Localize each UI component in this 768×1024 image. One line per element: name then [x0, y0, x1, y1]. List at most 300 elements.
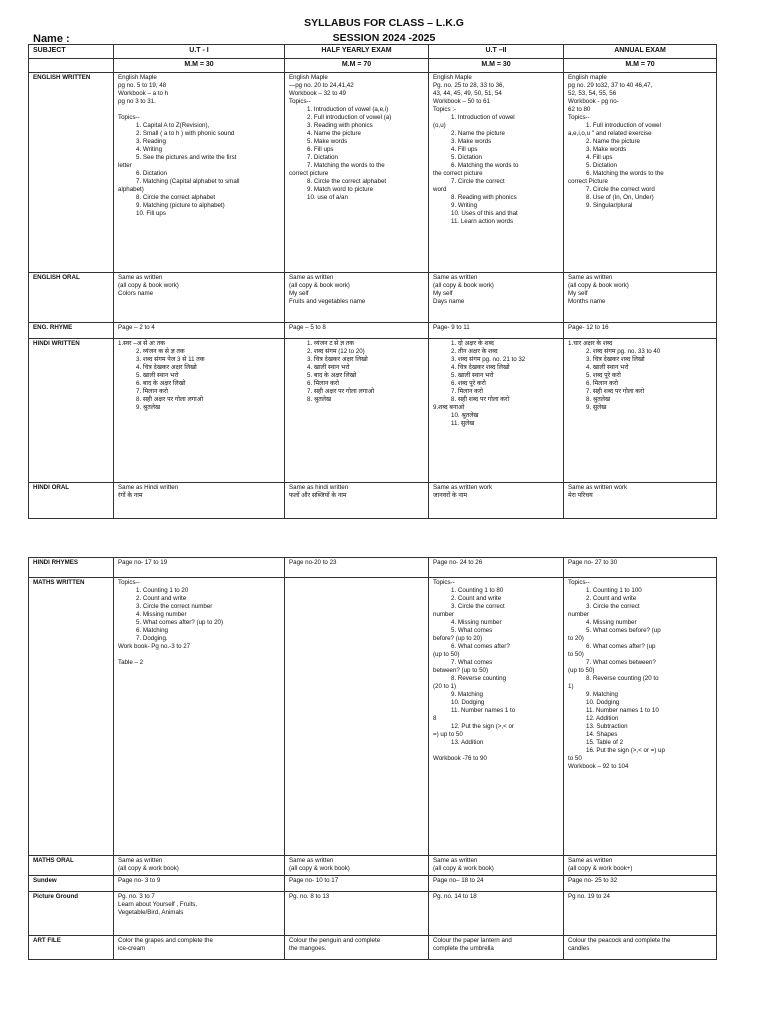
cell-line: 6. Matching [136, 627, 168, 634]
cell-line: 1. Counting 1 to 20 [136, 587, 189, 594]
syllabus-cell [429, 483, 564, 519]
cell-line: 14. Shapes [586, 731, 618, 738]
syllabus-cell [564, 73, 717, 273]
table-row-picture-ground [29, 892, 717, 936]
cell-line: Page – 2 to 4 [118, 324, 155, 331]
syllabus-cell [285, 936, 429, 960]
cell-line: 4. Missing number [136, 611, 187, 618]
syllabus-cell [114, 936, 285, 960]
column-header-annual: ANNUAL EXAM [564, 45, 717, 59]
cell-line: Colour the paper lantern and [433, 937, 512, 944]
cell-line: (all copy & book work) [289, 282, 350, 289]
cell-line: 6. Dictation [136, 170, 167, 177]
cell-line: Page no- 3 to 9 [118, 877, 161, 884]
cell-line: 12. Addition [586, 715, 619, 722]
cell-line: 8. Reverse counting [451, 675, 507, 682]
cell-line: to 50) [568, 651, 584, 658]
cell-line: 10. Fill ups [136, 210, 166, 217]
cell-line: 5. बाद के अक्षर लिखो [307, 372, 357, 379]
cell-line: 2. शब्द संगम (12 to 20) [307, 348, 365, 355]
cell-line: Color the grapes and complete the [118, 937, 213, 944]
cell-line: 4. Missing number [451, 619, 502, 626]
cell-line: जानवरों के नाम [433, 492, 468, 499]
cell-line: 7. Circle the correct [451, 178, 505, 185]
cell-line: My self [433, 290, 453, 297]
cell-line: 1) [568, 683, 574, 690]
cell-line: Pg. no. 25 to 28, 33 to 36, [433, 82, 505, 89]
cell-line: 6. मिलान करो [307, 380, 340, 387]
cell-line: Topics-- [433, 579, 455, 586]
cell-line: मेरा परिचय [568, 492, 593, 499]
syllabus-cell [564, 339, 717, 483]
cell-line: to 50 [568, 755, 582, 762]
cell-line: Months name [568, 298, 606, 305]
table-row-art-file [29, 936, 717, 960]
table-row-sundew [29, 876, 717, 892]
cell-line: 5. Make words [307, 138, 348, 145]
cell-line: 7. Circle the correct word [586, 186, 655, 193]
cell-line: word [433, 186, 447, 193]
cell-line: correct Picture [568, 178, 608, 185]
marks-ut1: M.M = 30 [114, 59, 285, 73]
cell-line: 3. Reading [136, 138, 166, 145]
syllabus-cell [429, 578, 564, 856]
cell-line: (up to 50) [433, 651, 460, 658]
cell-line: 6. What comes after? (up [586, 643, 656, 650]
syllabus-cell [429, 892, 564, 936]
cell-line: 7. Matching (Capital alphabet to small [136, 178, 240, 185]
table-row-eng-rhyme [29, 323, 717, 339]
cell-line: Work book- Pg no.-3 to 27 [118, 643, 191, 650]
cell-line: Pg. no. 3 to 7 [118, 893, 155, 900]
cell-line: ice-cream [118, 945, 146, 952]
syllabus-cell [429, 73, 564, 273]
subject-cell: ENGLISH ORAL [29, 273, 114, 323]
syllabus-cell [285, 483, 429, 519]
cell-line: 3. Reading with phonics [307, 122, 373, 129]
cell-line: 9. Matching (picture to alphabet) [136, 202, 225, 209]
cell-line: Learn about Yourself , Fruits, [118, 901, 198, 908]
cell-line: 1. Introduction of vowel [451, 114, 515, 121]
syllabus-cell [564, 936, 717, 960]
cell-line: alphabet) [118, 186, 144, 193]
cell-line: 12. Put the sign (>,< or [451, 723, 514, 730]
cell-line: 8. Circle the correct alphabet [136, 194, 216, 201]
cell-line: 8. श्रुतलेख [586, 396, 611, 403]
marks-ut2: M.M = 30 [429, 59, 564, 73]
cell-line: Same as written [118, 274, 163, 281]
cell-line: 5. खाली स्थान भरो [136, 372, 179, 379]
cell-line: Workbook – a to h [118, 90, 169, 97]
cell-line: Colour the peacock and complete the [568, 937, 671, 944]
cell-line: 4. Writing [136, 146, 163, 153]
cell-line: Topics-- [568, 114, 590, 121]
cell-line: Same as written [568, 857, 613, 864]
cell-line: फलों और सब्जियों के नाम [289, 492, 347, 499]
syllabus-cell [429, 856, 564, 876]
cell-line: 8. श्रुतलेख [307, 396, 332, 403]
cell-line: 3. Circle the correct number [136, 603, 213, 610]
cell-line: 1.चार अक्षर के शब्द [568, 340, 613, 347]
cell-line: Workbook – 50 to 61 [433, 98, 490, 105]
cell-line: रंगों के नाम [118, 492, 143, 499]
cell-line: 2. Name the picture [586, 138, 640, 145]
cell-line: 8. Reading with phonics [451, 194, 517, 201]
syllabus-cell [564, 558, 717, 578]
cell-line: (o,u) [433, 122, 446, 129]
cell-line: 2. Full introduction of vowel (a) [307, 114, 392, 121]
syllabus-cell [114, 483, 285, 519]
syllabus-cell [564, 892, 717, 936]
cell-line: 7. मिलान करो [136, 388, 169, 395]
syllabus-cell [285, 892, 429, 936]
cell-line: 1. व्यंजन ट से ज्ञ तक [307, 340, 355, 347]
cell-line: 6. Fill ups [307, 146, 334, 153]
cell-line: 3. Make words [451, 138, 492, 145]
cell-line: 2. तीन अक्षर के शब्द [451, 348, 498, 355]
table-row-hindi-written [29, 339, 717, 483]
syllabus-cell [429, 323, 564, 339]
syllabus-cell [114, 892, 285, 936]
cell-line: 8. Reverse counting (20 to [586, 675, 659, 682]
cell-line: 9. श्रुतलेख [136, 404, 161, 411]
cell-line [433, 747, 559, 755]
cell-line: 1. Counting 1 to 100 [586, 587, 642, 594]
cell-line: (all copy & work book) [433, 865, 494, 872]
cell-line: Same as written [568, 274, 613, 281]
cell-line: Same as hindi written [289, 484, 349, 491]
cell-line: Topics :- [433, 106, 457, 113]
subject-header: SUBJECT [29, 45, 114, 59]
cell-line: 1. Counting 1 to 80 [451, 587, 504, 594]
cell-line: 1.स्वर –अ से अः तक [118, 340, 166, 347]
cell-line: Page no- 25 to 32 [568, 877, 618, 884]
cell-line: Days name [433, 298, 465, 305]
table-row-english-written [29, 73, 717, 273]
cell-line: 6. What comes after? [451, 643, 510, 650]
subject-cell: ENG. RHYME [29, 323, 114, 339]
cell-line: 9. Matching [586, 691, 618, 698]
syllabus-cell [429, 339, 564, 483]
cell-line: Page no- 24 to 26 [433, 559, 483, 566]
table-row-hindi-oral [29, 483, 717, 519]
cell-line: Same as written [289, 857, 334, 864]
document-title: SYLLABUS FOR CLASS – L.K.G [304, 17, 464, 29]
cell-line: 6. मिलान करो [586, 380, 619, 387]
table-row-hindi-rhymes [29, 558, 717, 578]
subject-cell: MATHS WRITTEN [29, 578, 114, 856]
cell-line: 1. Introduction of vowel (a,e,i) [307, 106, 389, 113]
cell-line: Same as Hindi written [118, 484, 179, 491]
cell-line: a,e,i,o,u '' and related exercise [568, 130, 652, 137]
cell-line: Colour the penguin and complete [289, 937, 381, 944]
cell-line: 7. सही अक्षर पर गोला लगाओ [307, 388, 375, 395]
syllabus-cell [285, 273, 429, 323]
cell-line: 2. Count and write [451, 595, 502, 602]
marks-half-yearly: M.M = 70 [285, 59, 429, 73]
subject-cell: HINDI RHYMES [29, 558, 114, 578]
cell-line: (all copy & book work) [118, 282, 179, 289]
syllabus-cell [114, 876, 285, 892]
cell-line: —pg no. 20 to 24,41,42 [289, 82, 354, 89]
marks-annual: M.M = 70 [564, 59, 717, 73]
cell-line: 16. Put the sign (>,< or =) up [586, 747, 665, 754]
syllabus-cell [285, 73, 429, 273]
cell-line: 7. Dodging. [136, 635, 168, 642]
cell-line: 2. Count and write [136, 595, 187, 602]
cell-line: =) up to 50 [433, 731, 463, 738]
cell-line: 9.शब्द बनाओ [433, 404, 465, 411]
cell-line: Vegetable/Bird, Animals [118, 909, 184, 916]
cell-line: 10. श्रुतलेख [451, 412, 479, 419]
cell-line: to 20) [568, 635, 584, 642]
cell-line: Topics-- [568, 579, 590, 586]
cell-line: 7. What comes [451, 659, 493, 666]
cell-line: 9. Match word to picture [307, 186, 374, 193]
cell-line: 10. Dodging [586, 699, 620, 706]
cell-line: 4. Name the picture [307, 130, 361, 137]
cell-line: pg no. 5 to 19, 48 [118, 82, 167, 89]
cell-line: 1. Full introduction of vowel [586, 122, 661, 129]
cell-line: 5. What comes after? (up to 20) [136, 619, 224, 626]
cell-line: 2. शब्द संगम pg. no. 33 to 40 [586, 348, 661, 355]
cell-line: 6. Matching the words to the [586, 170, 664, 177]
cell-line: (all copy & book work) [433, 282, 494, 289]
cell-line: 3. Circle the correct [586, 603, 640, 610]
cell-line: (all copy & work book) [118, 865, 179, 872]
cell-line: Same as written work [568, 484, 628, 491]
cell-line: 5. What comes before? (up [586, 627, 661, 634]
syllabus-cell [429, 273, 564, 323]
cell-line: 4. चित्र देखकर अक्षर लिखो [136, 364, 197, 371]
cell-line: 3. चित्र देखकर अक्षर लिखो [307, 356, 368, 363]
cell-line: (all copy & work book) [289, 865, 350, 872]
subject-cell: Picture Ground [29, 892, 114, 936]
cell-line: 7. Dictation [307, 154, 338, 161]
cell-line: 11. Number names 1 to [451, 707, 516, 714]
cell-line: Same as written [289, 274, 334, 281]
cell-line: Colors name [118, 290, 154, 297]
subject-header-blank [29, 59, 114, 73]
cell-line: English Maple [433, 74, 472, 81]
cell-line: Fruits and vegetables name [289, 298, 366, 305]
syllabus-cell [564, 876, 717, 892]
cell-line: 8. Use of (In, On, Under) [586, 194, 654, 201]
cell-line: Same as written work [433, 484, 493, 491]
cell-line: 7. मिलान करो [451, 388, 484, 395]
cell-line: pg no. 29 to32, 37 to 40 46,47, [568, 82, 653, 89]
syllabus-cell [564, 323, 717, 339]
cell-line: Table – 2 [118, 659, 144, 666]
cell-line: Page- 12 to 16 [568, 324, 609, 331]
syllabus-cell [114, 339, 285, 483]
cell-line: My self [568, 290, 588, 297]
subject-cell: HINDI ORAL [29, 483, 114, 519]
name-label: Name : [33, 33, 70, 45]
syllabus-cell [114, 578, 285, 856]
cell-line: 10. Uses of this and that [451, 210, 518, 217]
column-header-ut2: U.T –II [429, 45, 564, 59]
syllabus-table-2 [28, 557, 717, 960]
cell-line: 2. Count and write [586, 595, 637, 602]
cell-line: 5. What comes [451, 627, 493, 634]
cell-line: 8. Circle the correct alphabet [307, 178, 387, 185]
column-header-half-yearly: HALF YEARLY EXAM [285, 45, 429, 59]
cell-line: 8. सही अक्षर पर गोला लगाओ [136, 396, 204, 403]
cell-line: pg no 3 to 31. [118, 98, 156, 105]
cell-line: (all copy & book work) [568, 282, 629, 289]
cell-line: Topics-- [118, 114, 140, 121]
cell-line: English maple [568, 74, 607, 81]
syllabus-cell [429, 876, 564, 892]
cell-line: complete the umbrella [433, 945, 494, 952]
cell-line: 3. शब्द संगम पेज 3 से 11 तक [136, 356, 205, 363]
cell-line: 5. Dictation [451, 154, 482, 161]
cell-line: between? (up to 50) [433, 667, 489, 674]
cell-line: the correct picture [433, 170, 483, 177]
cell-line: (20 to 1) [433, 683, 457, 690]
cell-line: 15. Table of 2 [586, 739, 624, 746]
cell-line: 5. Dictation [586, 162, 617, 169]
cell-line: Page- 9 to 11 [433, 324, 470, 331]
cell-line: 4. Missing number [586, 619, 637, 626]
cell-line: 3. Circle the correct [451, 603, 505, 610]
cell-line: 1. Capital A to Z(Revision), [136, 122, 210, 129]
cell-line [118, 651, 280, 659]
cell-line: 7. सही शब्द पर गोला करो [586, 388, 645, 395]
cell-line: Topics-- [289, 98, 311, 105]
column-header-ut1: U.T - I [114, 45, 285, 59]
cell-line: Workbook - pg no- [568, 98, 619, 105]
cell-line: 13. Addition [451, 739, 484, 746]
cell-line: Page no– 18 to 24 [433, 877, 484, 884]
cell-line: Page no-20 to 23 [289, 559, 337, 566]
cell-line: 5. खाली स्थान भरो [451, 372, 494, 379]
cell-line: 2. Name the picture [451, 130, 505, 137]
cell-line: candles [568, 945, 590, 952]
cell-line: Same as written [118, 857, 163, 864]
cell-line: English Maple [118, 74, 157, 81]
cell-line: before? (up to 20) [433, 635, 483, 642]
cell-line: 10. Dodging [451, 699, 485, 706]
syllabus-cell [285, 323, 429, 339]
subject-cell: ENGLISH WRITTEN [29, 73, 114, 273]
cell-line: 3. Make words [586, 146, 627, 153]
cell-line: 9. Singular/plural [586, 202, 633, 209]
cell-line: Workbook – 92 to 104 [568, 763, 629, 770]
cell-line: 1. दो अक्षर के शब्द [451, 340, 494, 347]
cell-line: the mangoes. [289, 945, 327, 952]
cell-line: 62 to 80 [568, 106, 591, 113]
cell-line: 8 [433, 715, 437, 722]
subject-cell: MATHS ORAL [29, 856, 114, 876]
cell-line: Topics-- [118, 579, 140, 586]
cell-line: 3. चित्र देखकर शब्द लिखो [586, 356, 645, 363]
cell-line: 8. सही शब्द पर गोला करो [451, 396, 510, 403]
cell-line: 4. चित्र देखकर शब्द लिखो [451, 364, 510, 371]
cell-line: number [568, 611, 589, 618]
cell-line: Page no- 17 to 19 [118, 559, 168, 566]
cell-line: 9. Matching [451, 691, 483, 698]
syllabus-cell [285, 578, 429, 856]
cell-line: (all copy & work book+) [568, 865, 633, 872]
cell-line: 6. बाद के अक्षर लिखो [136, 380, 186, 387]
cell-line [118, 106, 280, 114]
cell-line: 4. खाली स्थान भरो [586, 364, 629, 371]
cell-line: 52, 53, 54, 55, 56 [568, 90, 617, 97]
syllabus-cell [285, 558, 429, 578]
cell-line: 2. व्यंजन क से ज्ञ तक [136, 348, 185, 355]
subject-cell: HINDI WRITTEN [29, 339, 114, 483]
cell-line: 9. सुलेख [586, 404, 607, 411]
cell-line: Workbook – 32 to 49 [289, 90, 346, 97]
cell-line: Same as written [433, 857, 478, 864]
syllabus-cell [285, 876, 429, 892]
syllabus-cell [564, 273, 717, 323]
cell-line: Pg. no. 8 to 13 [289, 893, 330, 900]
cell-line: Page – 5 to 8 [289, 324, 326, 331]
cell-line: Workbook -76 to 90 [433, 755, 487, 762]
cell-line: English Maple [289, 74, 328, 81]
subject-cell: Sundew [29, 876, 114, 892]
cell-line: 4. खाली स्थान भरो [307, 364, 350, 371]
syllabus-cell [564, 483, 717, 519]
syllabus-cell [429, 936, 564, 960]
syllabus-table-1 [28, 44, 717, 519]
cell-line: 6. Matching the words to [451, 162, 519, 169]
cell-line: 13. Subtraction [586, 723, 628, 730]
syllabus-cell [114, 323, 285, 339]
cell-line: 7. What comes between? [586, 659, 656, 666]
table-row-maths-written [29, 578, 717, 856]
cell-line: 11. Number names 1 to 10 [586, 707, 659, 714]
syllabus-cell [114, 73, 285, 273]
cell-line: 4. Fill ups [586, 154, 613, 161]
syllabus-cell [114, 558, 285, 578]
syllabus-cell [285, 856, 429, 876]
subject-cell: ART FILE [29, 936, 114, 960]
cell-line: number [433, 611, 454, 618]
cell-line: 11. सुलेख [451, 420, 475, 427]
syllabus-cell [429, 558, 564, 578]
cell-line: letter [118, 162, 132, 169]
cell-line: My self [289, 290, 309, 297]
cell-line: 10. use of a/an [307, 194, 348, 201]
cell-line: 5. शब्द पूरे करो [586, 372, 621, 379]
cell-line: Pg. no. 14 to 18 [433, 893, 477, 900]
syllabus-cell [564, 578, 717, 856]
cell-line: 6. शब्द पूरे करो [451, 380, 486, 387]
cell-line: 7. Matching the words to the [307, 162, 385, 169]
cell-line: 2. Small ( a to h ) with phonic sound [136, 130, 235, 137]
cell-line: 11. Learn action words [451, 218, 514, 225]
cell-line: Page no- 27 to 30 [568, 559, 618, 566]
syllabus-cell [564, 856, 717, 876]
cell-line: 5. See the pictures and write the first [136, 154, 237, 161]
cell-line: 4. Fill ups [451, 146, 478, 153]
cell-line: Pg no. 19 to 24 [568, 893, 610, 900]
cell-line: Same as written [433, 274, 478, 281]
cell-line: Page no- 10 to 17 [289, 877, 339, 884]
cell-line: correct picture [289, 170, 329, 177]
syllabus-cell [285, 339, 429, 483]
cell-line: 3. शब्द संगम pg. no. 21 to 32 [451, 356, 526, 363]
cell-line: 9. Writing [451, 202, 478, 209]
syllabus-cell [114, 856, 285, 876]
cell-line: 43, 44, 45, 49, 50, 51, 54 [433, 90, 502, 97]
session-label: SESSION 2024 -2025 [332, 32, 436, 44]
table-row-maths-oral [29, 856, 717, 876]
